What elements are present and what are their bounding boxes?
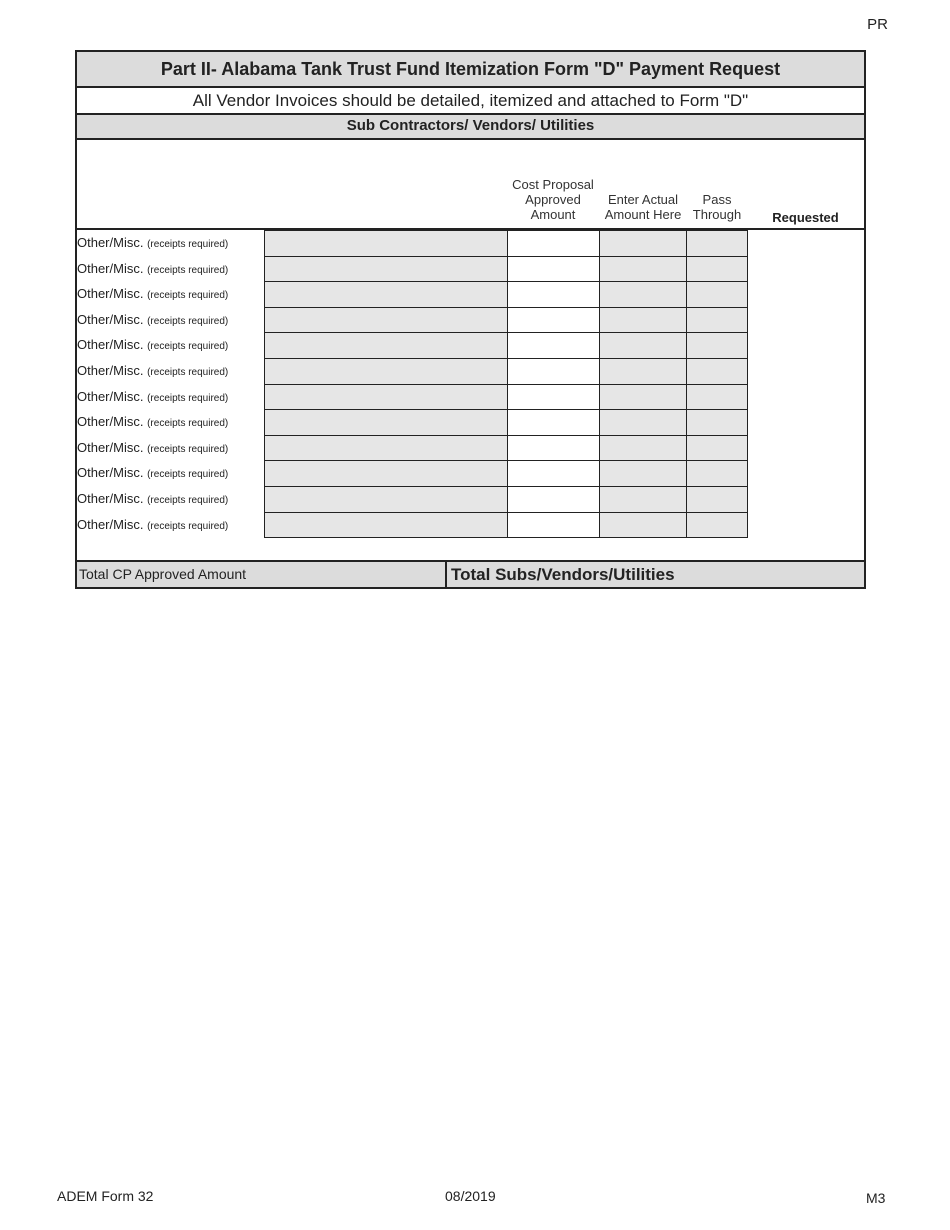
row-label-main: Other/Misc. [77,363,144,378]
description-cell[interactable] [264,384,508,411]
actual-amount-cell[interactable] [599,409,687,436]
row-label [77,256,264,283]
row-label-main: Other/Misc. [77,311,144,327]
cost-proposal-cell[interactable] [507,435,600,462]
pass-through-cell[interactable] [686,281,748,308]
actual-amount-cell[interactable] [599,307,687,334]
row-label-main: Other/Misc. [77,286,144,302]
cost-proposal-cell[interactable] [507,332,600,359]
row-label [77,230,264,257]
cost-proposal-cell[interactable] [507,307,600,334]
row-label-note: (receipts required) [147,520,229,532]
pass-through-cell[interactable] [686,512,748,539]
actual-amount-cell[interactable] [599,384,687,411]
row-label-main: Other/Misc. [77,337,144,353]
form-title: Part II- Alabama Tank Trust Fund Itemization Form "D" Payment Request [77,52,864,88]
actual-amount-cell[interactable] [599,435,687,462]
row-label [77,486,264,513]
description-cell[interactable] [264,281,508,308]
description-cell[interactable] [264,409,508,436]
cost-proposal-cell[interactable] [507,460,600,487]
actual-amount-cell[interactable] [599,281,687,308]
description-cell[interactable] [264,230,508,257]
row-label-main: Other/Misc. [77,414,144,430]
row-label-note: (receipts required) [147,367,229,378]
row-label [77,332,264,359]
pass-through-cell[interactable] [686,435,748,462]
header-line: Enter Actual [607,192,679,207]
row-label-main: Other/Misc. [77,491,144,506]
row-label [77,435,264,462]
itemization-form [75,50,866,589]
actual-amount-cell[interactable] [599,358,687,385]
cost-proposal-cell[interactable] [507,256,600,283]
col-header-cost-proposal [507,177,599,222]
description-cell[interactable] [264,307,508,334]
actual-amount-cell[interactable] [599,332,687,359]
cost-proposal-cell[interactable] [507,512,600,539]
row-label [77,512,264,539]
footer-date: 08/2019 [445,1188,496,1204]
description-cell[interactable] [264,486,508,513]
actual-amount-cell[interactable] [599,230,687,257]
cost-proposal-cell[interactable] [507,358,600,385]
row-label [77,409,264,436]
pass-through-cell[interactable] [686,358,748,385]
pass-through-cell[interactable] [686,486,748,513]
description-cell[interactable] [264,512,508,539]
header-line: Cost Proposal [512,177,594,192]
pass-through-cell[interactable] [686,460,748,487]
row-label-main: Other/Misc. [77,465,144,481]
footer-page-code: M3 [866,1190,886,1206]
row-label [77,358,264,385]
row-label-main: Other/Misc. [77,260,144,276]
row-label-note: (receipts required) [147,290,229,302]
row-label-note: (receipts required) [147,341,229,353]
actual-amount-cell[interactable] [599,256,687,283]
row-label [77,307,264,334]
actual-amount-cell[interactable] [599,486,687,513]
total-cp-approved-amount: Total CP Approved Amount [77,562,447,587]
row-label-note: (receipts required) [147,239,229,250]
header-line: Through [692,207,742,222]
row-label-note: (receipts required) [147,443,229,455]
page-mark: PR [867,16,888,33]
actual-amount-cell[interactable] [599,512,687,539]
col-header-enter-actual [599,192,687,222]
total-subs-vendors-utilities: Total Subs/Vendors/Utilities [451,565,675,584]
cost-proposal-cell[interactable] [507,384,600,411]
row-label [77,460,264,487]
description-cell[interactable] [264,256,508,283]
row-label-main: Other/Misc. [77,388,144,404]
header-line: Amount Here [604,207,682,222]
header-line: Pass [702,192,732,207]
cost-proposal-cell[interactable] [507,281,600,308]
row-label [77,384,264,411]
pass-through-cell[interactable] [686,230,748,257]
col-header-requested: Requested [772,210,839,225]
cost-proposal-cell[interactable] [507,230,600,257]
pass-through-cell[interactable] [686,256,748,283]
row-label [77,281,264,308]
row-label-main: Other/Misc. [77,516,144,532]
description-cell[interactable] [264,358,508,385]
cost-proposal-cell[interactable] [507,409,600,436]
pass-through-cell[interactable] [686,384,748,411]
pass-through-cell[interactable] [686,307,748,334]
section-header: Sub Contractors/ Vendors/ Utilities [77,115,864,140]
description-cell[interactable] [264,435,508,462]
pass-through-cell[interactable] [686,332,748,359]
row-label-note: (receipts required) [147,495,229,506]
form-subtitle: All Vendor Invoices should be detailed, itemized and attached to Form "D" [77,88,864,115]
description-cell[interactable] [264,460,508,487]
header-line: Amount [530,207,576,222]
row-label-note: (receipts required) [147,264,229,276]
item-rows [77,230,864,540]
row-label-main: Other/Misc. [77,235,144,250]
totals-row [77,560,864,587]
actual-amount-cell[interactable] [599,460,687,487]
header-line: Approved [525,192,581,207]
row-label-main: Other/Misc. [77,439,144,455]
row-label-note: (receipts required) [147,315,229,327]
row-label-note: (receipts required) [147,392,229,404]
description-cell[interactable] [264,332,508,359]
row-label-note: (receipts required) [147,469,229,481]
footer-form-number: ADEM Form 32 [57,1188,154,1204]
row-label-note: (receipts required) [147,418,229,430]
col-header-pass-through [686,192,748,222]
cost-proposal-cell[interactable] [507,486,600,513]
pass-through-cell[interactable] [686,409,748,436]
